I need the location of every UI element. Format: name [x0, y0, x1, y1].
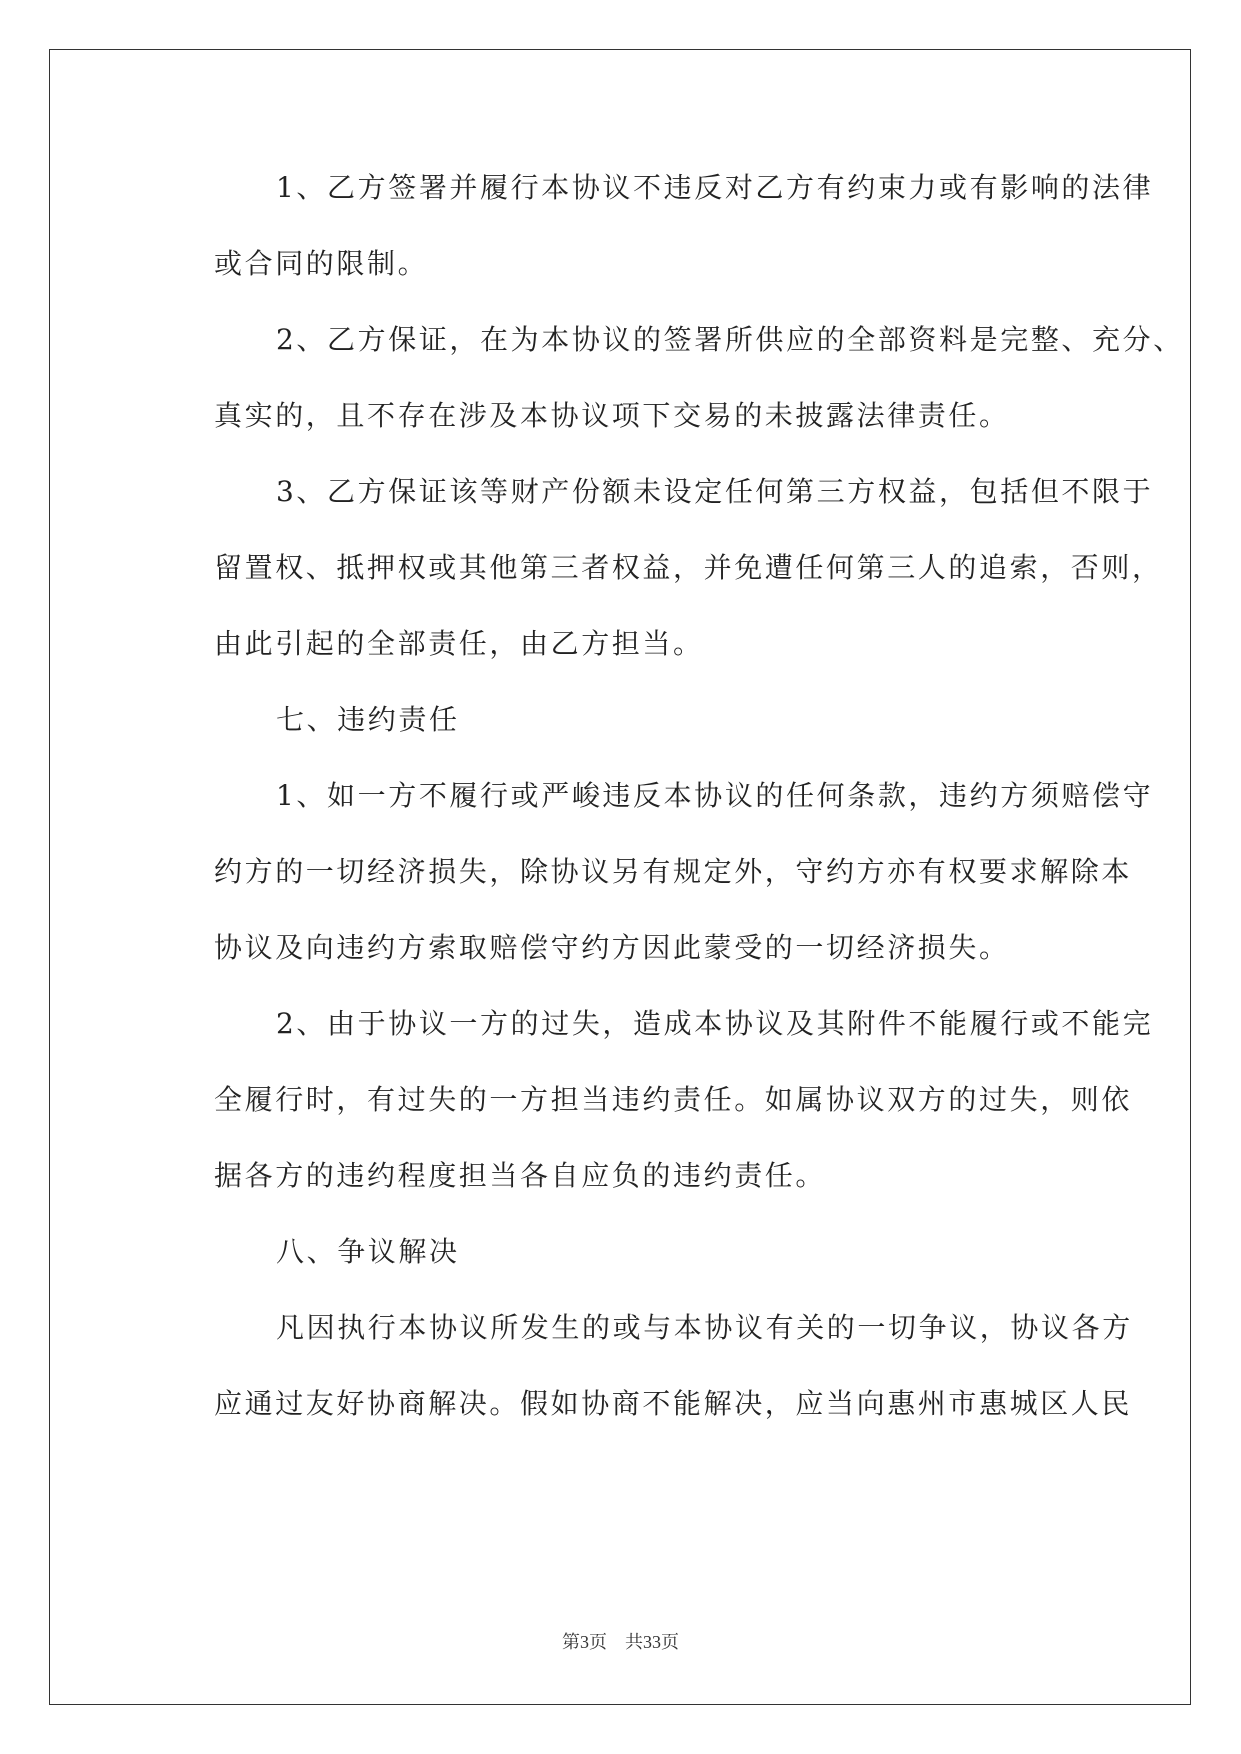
paragraph [152, 758, 1154, 986]
text-line: 2、由于协议一方的过失，造成本协议及其附件不能履行或不能完 [276, 1007, 1154, 1040]
paragraph [152, 986, 1154, 1214]
paragraph [152, 150, 1154, 302]
paragraph [152, 302, 1184, 454]
paragraph [152, 1290, 1133, 1442]
text-line: 约方的一切经济损失，除协议另有规定外，守约方亦有权要求解除本 [214, 855, 1133, 888]
paragraph [152, 454, 1163, 682]
page-number: 第3页 [562, 1632, 607, 1652]
page-total: 共33页 [625, 1632, 679, 1652]
text-line: 凡因执行本协议所发生的或与本协议有关的一切争议，协议各方 [276, 1311, 1133, 1344]
text-line: 应通过友好协商解决。假如协商不能解决，应当向惠州市惠城区人民 [214, 1387, 1133, 1420]
section-heading-text: 七、违约责任 [276, 703, 460, 736]
text-line: 2、乙方保证，在为本协议的签署所供应的全部资料是完整、充分、 [276, 323, 1184, 356]
section-heading [152, 682, 1092, 758]
document-body [152, 150, 1184, 1442]
text-line: 真实的，且不存在涉及本协议项下交易的未披露法律责任。 [214, 399, 1010, 432]
section-heading [152, 1214, 1092, 1290]
page-footer [0, 1628, 1241, 1654]
text-line: 协议及向违约方索取赔偿守约方因此蒙受的一切经济损失。 [214, 931, 1010, 964]
text-line: 或合同的限制。 [214, 247, 429, 280]
text-line: 全履行时，有过失的一方担当违约责任。如属协议双方的过失，则依 [214, 1083, 1133, 1116]
text-line: 由此引起的全部责任，由乙方担当。 [214, 627, 704, 660]
text-line: 3、乙方保证该等财产份额未设定任何第三方权益，包括但不限于 [276, 475, 1154, 508]
text-line: 留置权、抵押权或其他第三者权益，并免遭任何第三人的追索，否则， [214, 551, 1163, 584]
text-line: 据各方的违约程度担当各自应负的违约责任。 [214, 1159, 827, 1192]
section-heading-text: 八、争议解决 [276, 1235, 460, 1268]
text-line: 1、如一方不履行或严峻违反本协议的任何条款，违约方须赔偿守 [276, 779, 1154, 812]
text-line: 1、乙方签署并履行本协议不违反对乙方有约束力或有影响的法律 [276, 171, 1154, 204]
